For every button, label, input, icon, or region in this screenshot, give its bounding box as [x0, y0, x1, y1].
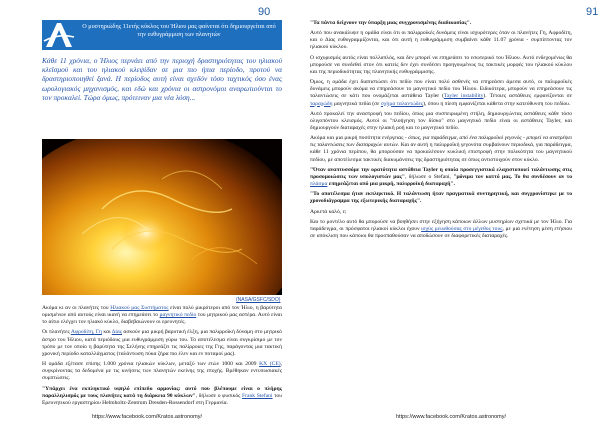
right-page: [300, 0, 600, 424]
paragraph-text: Οι πλανήτες: [42, 329, 71, 336]
article-title: Ο μυστηριώδης 11ετής κύκλος του Ήλιου μας φαίνεται ότι δημιουργείται από την ευθυγράμμιση των πλανητών: [82, 23, 276, 38]
paragraph-text: του Ερευνητικού εργαστηρίου Helmholtz-Zentrum Dresden-Rossendorf στη Γερμανία.: [42, 392, 282, 406]
paragraph-text: Ακόμα κι αν οι πλανήτες του: [42, 305, 111, 311]
sun-photo: [42, 139, 282, 295]
jupiter-link[interactable]: Δίας: [111, 329, 122, 336]
paragraph-text: Και το μοντέλο αυτό θα μπορούσε να βοηθήσει στην εξήγηση κάποιων άλλων μυστηρίων σχετικά με τον Ήλιο. Για παράδειγμα, οι πρόσφατοι ηλιακοί κύκλοι έχουν: [310, 218, 572, 233]
left-body-text: [42, 305, 282, 410]
page-number: 90: [258, 6, 271, 18]
paragraph: [42, 361, 282, 382]
frank-stefani-link[interactable]: Frank Stefani: [242, 392, 273, 399]
footer-url[interactable]: https://www.facebook.com/Kratos.astronomy/: [92, 414, 203, 420]
solar-system-link[interactable]: Ηλιακού μας Συστήματος: [110, 305, 169, 311]
paragraph: [42, 386, 282, 407]
paragraph-text: του μητρικού μας αστέρα. Αυτό είναι το αίτιο ελέγχει τον ηλιακό κύκλο, διαβεβαιώνουν οι ερευνητές.: [42, 312, 282, 326]
paragraph: [310, 219, 572, 240]
paragraph-text: ), όπου η πίεση εμφανίζεται κάθετα στην κατεύθυνση του πεδίου.: [423, 100, 571, 107]
plasma-link[interactable]: πλάσμα: [310, 181, 328, 187]
paragraph-text: ). Τέτοιες αστάθειες εμφανίζονται σε: [483, 93, 572, 100]
turbulent-link[interactable]: ταραχώδη: [310, 100, 333, 107]
paragraph-text: είναι πολύ μικρότεροι από τον Ήλιο, η βαρύτητα ορισμένων από αυτούς είναι ικανή να επηρεάσει το: [42, 305, 282, 319]
paragraph-text: Η ομάδα εξέτασε επίσης 1.000 χρόνια ηλιακών κύκλων, μεταξύ των ετών 1000 και 2009: [42, 361, 260, 368]
paragraph-text: , συγκρίνοντας τα δεδομένα με τις κινήσεις των πλανητών εκείνης της εποχής. Βρέθηκαν εντυπωσιακές συμπτώσεις.: [42, 361, 283, 382]
quote-text: "μόνιμα τον καττό μας. Το θα συνδέσουν αν το: [453, 173, 572, 180]
tayler-instability-link[interactable]: Tayler instability: [443, 93, 484, 100]
ce-link[interactable]: KX (CE): [259, 361, 281, 368]
paragraph-text: μαγνητικά πεδία (σε: [332, 100, 381, 107]
paragraph-text: , με μια ενέτηση μέση ετήσιου σε απόκλιση που κάποιοι θα προσπαθούσαν να αποδώσουν σε διαφορετικές διαταραχές.: [310, 226, 572, 240]
oscillation-link[interactable]: σχήμα ταλαντώδες: [380, 100, 424, 107]
paragraph: [42, 329, 282, 357]
paragraph: Αυτό που ανακάλυψε η ομάδα είναι ότι οι παλιρροϊκές δυνάμεις είναι ισχυρότερες όταν οι πλανήτες Γη, Αφροδίτη, και ο Δίας ευθυγραμμίζονται, και ότι αυτή η ευθυγράμμιση συμβαίνει κάθε 11.07 χρόνια - συμπίπτοντας τον ηλιακού κύκλου.: [310, 30, 572, 51]
quote-paragraph: "Το αποτέλεσμα ήταν εκπληκτικό. Η ταλάντωση ήταν πραγματικά συντηρητική, και συγχρονίστηκε με το χρονοδιάγραμμα της εξωτερικής διαταραχής".: [310, 191, 572, 205]
image-credit[interactable]: (NASA/GSFC/SDO): [236, 297, 281, 303]
quote-text: επηρεάζεται από μια μικρή, παλιρροϊκή διαταραχή".: [327, 181, 455, 187]
page-number: 91: [586, 6, 599, 18]
quote-paragraph: "Τα πάντα δείχνουν την ύπαρξη μιας συγχρονισμένης διαδικασίας".: [310, 20, 472, 26]
paragraph-text: , δήλωσε ο φυσικός: [195, 392, 243, 399]
footer-url[interactable]: https://www.facebook.com/Kratos.astronomy/: [396, 414, 507, 420]
magazine-logo-icon: [42, 20, 76, 50]
quote-text: "Όταν αναπτυσσόμε την ορατότητα αστάθεια Tayler η οποία προσεγγιστικά ελαχιστοποιεί ταλάντωσης στις προσομοιώσεις των υπολογιστών μας": [310, 166, 572, 180]
paragraph: [310, 79, 572, 107]
paragraph: [310, 167, 572, 188]
quote-text: "Υπάρχει ένα εκπληκτικό υψηλό επίπεδο αρμονίας: αυτό που βλέπουμε είναι ο πλήρης παραλληλισμός με τους πλανήτες κατά τη διάρκεια 90 κύκλων": [42, 385, 282, 399]
right-body-text: [310, 20, 572, 243]
italic-text: όπως, για παράδειγμα, από ένα παλιρροϊκό γεγονός - μπορεί να ανατρέψει τις ταλαντώσεις των διαταραχών: [310, 135, 572, 149]
paragraph: Αρκετά καλό, ε;: [310, 208, 347, 215]
paragraph-text: αυτών. Και αν αυτή η παλιρροϊκή γεγονότα συμβαίνουν περιοδικά, για παράδειγμα, κάθε 11 χρόνια περίπου, θα μπορούσαν να προκαλέσουν κυκλική επιστροφή στην πολικότητα του μαγνητικού πεδίου, με αποτέλεσμα τακτικές διακυμάνσεις της δραστηριότητας σε όπως αντιστοιχούν στον κύκλο.: [310, 142, 572, 163]
paragraph-text: και: [101, 329, 112, 336]
paragraph: [310, 135, 572, 163]
paragraph-text: Ακόμα και μια μικρή ποσότητα ενέργειας -: [310, 135, 409, 142]
magnetic-field-link[interactable]: μαγνητικό πεδίο: [159, 312, 197, 319]
paragraph: Αυτό προκαλεί την αναστροφή του πεδίου, όπως μια συσπειρωμένη στήλη, δημιουργώντας αστάθειες κάθε τόσο ολιγοπόντου κλεισμός. Αυτοί οι "πλοήγηση τον δίσκο" στο μαγνητικό πεδίο είναι οι αστάθειες Tayler, και δημιουργούν διαταραχές στην ηλιακή ροή και το μαγνητικό πεδίο.: [310, 110, 572, 131]
paragraph-text: , δήλωσε ο Stefani,: [405, 173, 454, 180]
paragraph: Ο ισχυρισμός αυτός είναι πολλαπλός, και δεν μπορεί να επηρεάσει το εσωτερικό του Ήλιου. Αυτό ενδεχομένως θα μπορούσε να συνδεθεί στον ότι κατείς δεν έχει συνδέσει προηγουμένως τις τακτικές μορφές του ηλιακού κύκλου και της περιοδικότητας της πλανητικής ευθυγράμμισης.: [310, 54, 572, 75]
solar-cycles-link[interactable]: ισχύς μειωθούσας στο μέγεθος τους: [421, 226, 503, 233]
paragraph-text: Όμως, η ομάδα έχει διαπιστώσει ότι πεδίο που είναι πολύ ασθενές να επηρεάσει άμεσα αυτό, οι παλιρροϊκές δυνάμεις μπορούν ακόμα να επηρεάσουν το μαγνητικό πεδίο του Ήλιου. Ειδικότερα, μπορούν να επηρεάσουν τις ταλαντώσεις σε κάτι που ονομάζεται αστάθεια Tayler (: [310, 79, 572, 100]
venus-earth-link[interactable]: Αφροδίτη, Γη: [70, 329, 102, 336]
article-intro: Κάθε 11 χρόνια, ο Ήλιος περνάει από την περιοχή δραστηριότητας του ηλιακού κλεϊσμού και του ηλιακού κλεψίδαν σε μια πιο ήπια περίοδο, προτού να δραστηριοποιηθεί ξανά. Η περίοδος αυτή είναι σχεδόν τόσο ταχτικός όσο ένας ωρολογιακός μηχανισμός, και εδώ και χρόνια οι αστρονόμοι αναρωτιούνται το τον προκαλεί. Τώρα όμως, πρότειναν μια νέα λύση...: [42, 56, 282, 102]
paragraph-text: ασκούν μια μικρή βαρυτική έλξη, μια παλιρροϊκή δύναμη στο μητρικό άστρο του Ήλιου, κατά περιόδους μια ευθυγράμμιση γύρω του. Το αποτέλεσμα είναι συγκρίσιμο με τον τρόπο με τον οποίο η βαρύτητα της Σελήνης επηρεάζει τις παλίρροιες της Γης, παράγοντας μια τακτική χρονική περίοδο καταλλάγματος (ταλάντωση πύκα ζήρα πιο έλεν και εν ποταμοί μας).: [42, 329, 282, 357]
paragraph: [42, 305, 282, 326]
